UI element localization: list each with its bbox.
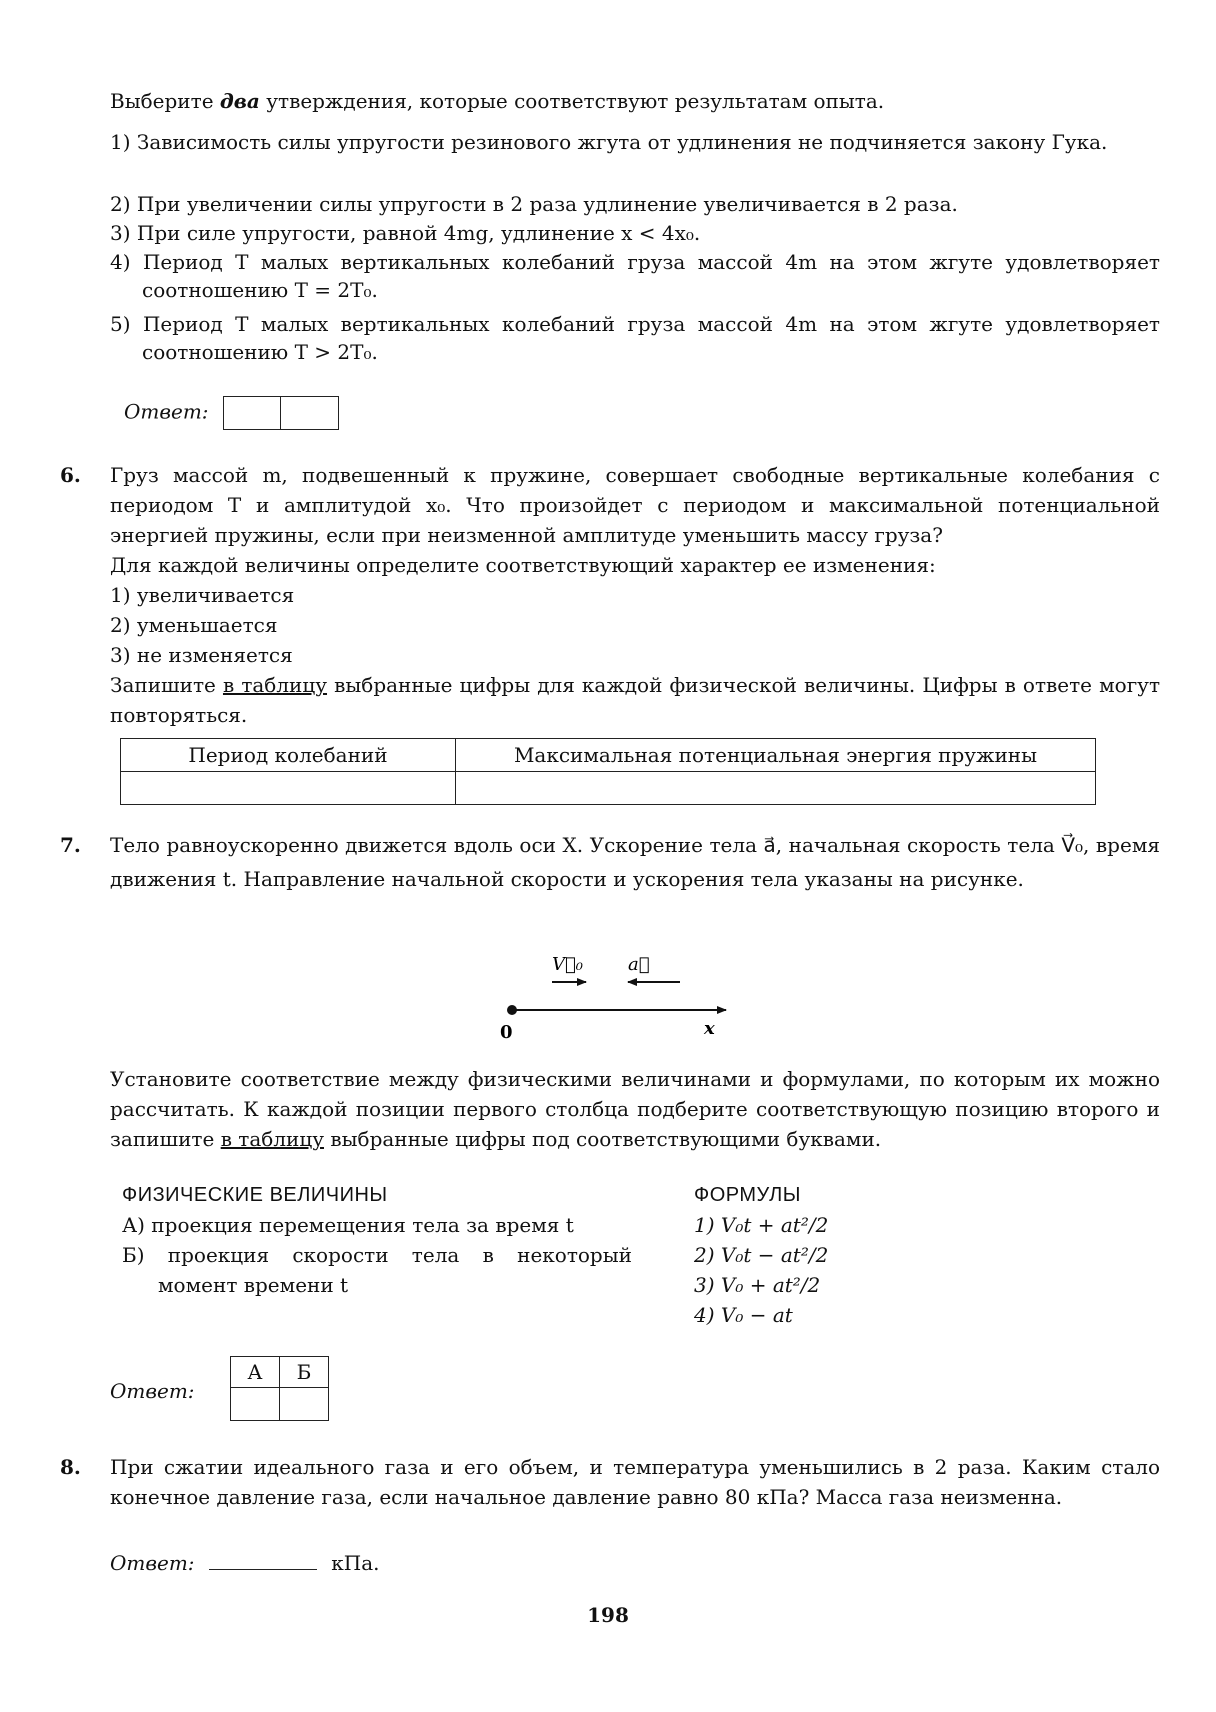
page-number: 198 xyxy=(587,1603,629,1627)
formula-2: 2) V₀t − at²/2 xyxy=(694,1243,829,1267)
answer-label: Ответ: xyxy=(124,399,209,424)
question-6-number: 6. xyxy=(60,463,81,487)
quantity-b: Б) проекция скорости тела в некоторый момент времени t xyxy=(122,1243,632,1297)
question-8-answer-line[interactable] xyxy=(209,1549,317,1570)
quantity-a: А) проекция перемещения тела за время t xyxy=(122,1213,574,1237)
question-6-instruction: Для каждой величины определите соответствующий характер ее изменения: xyxy=(110,553,936,577)
question-8-answer-label: Ответ: xyxy=(110,1551,195,1575)
question-8-answer-unit: кПа. xyxy=(331,1551,380,1575)
instruction: Выберите два утверждения, которые соответствуют результатам опыта. xyxy=(110,89,885,113)
a-label: a⃗ xyxy=(628,954,650,975)
answer-cell-b[interactable] xyxy=(280,1388,329,1421)
v0-label: V⃗₀ xyxy=(552,954,584,975)
question-8-number: 8. xyxy=(60,1455,81,1479)
axis-label: x xyxy=(704,1018,715,1039)
option-4: 4) Период T малых вертикальных колебаний груза массой 4m на этом жгуте удовлетворяет соотношению T = 2T₀. xyxy=(110,250,1160,302)
choice-2: 2) уменьшается xyxy=(110,613,278,637)
motion-figure xyxy=(490,946,740,1046)
question-7-answer-label: Ответ: xyxy=(110,1379,195,1403)
table-header-energy: Максимальная потенциальная энергия пружины xyxy=(456,739,1096,772)
choice-3: 3) не изменяется xyxy=(110,643,293,667)
choice-1: 1) увеличивается xyxy=(110,583,295,607)
option-2: 2) При увеличении силы упругости в 2 раза удлинение увеличивается в 2 раза. xyxy=(110,192,958,216)
option-1: 1) Зависимость силы упругости резинового жгута от удлинения не подчиняется закону Гука. xyxy=(110,130,1108,154)
answer-cell-a[interactable] xyxy=(231,1388,280,1421)
origin-point xyxy=(507,1005,517,1015)
column-quantities-header: ФИЗИЧЕСКИЕ ВЕЛИЧИНЫ xyxy=(122,1184,388,1206)
question-8-text: При сжатии идеального газа и его объем, и температура уменьшились в 2 раза. Каким стало конечное давление газа, если начальное давление равно 80 кПа? Масса газа неизменна. xyxy=(110,1455,1160,1509)
question-6-write: Запишите в таблицу выбранные цифры для каждой физической величины. Цифры в ответе могут повторяться. xyxy=(110,673,1161,727)
answer-header-a: А xyxy=(231,1357,280,1388)
question-7-matching: Установите соответствие между физическими величинами и формулами, по которым их можно рассчитать. К каждой позиции первого столбца подберите соответствующую позицию второго и запишите в таблицу выбранные цифры под соответствующими буквами. xyxy=(110,1067,1160,1151)
table-cell-energy[interactable] xyxy=(456,772,1096,805)
column-formulas-header: ФОРМУЛЫ xyxy=(694,1184,801,1206)
answer-box-1[interactable] xyxy=(223,396,281,430)
formula-4: 4) V₀ − at xyxy=(694,1303,793,1327)
question-8-answer-row xyxy=(110,1548,380,1578)
question-6-text: Груз массой m, подвешенный к пружине, совершает свободные вертикальные колебания с периодом T и амплитудой x₀. Что произойдет с периодом и максимальной потенциальной энергией пружины, если при неизменной амплитуде уменьшить массу груза? xyxy=(110,463,1160,547)
answer-box-2[interactable] xyxy=(281,396,339,430)
answer-header-b: Б xyxy=(280,1357,329,1388)
option-5: 5) Период T малых вертикальных колебаний груза массой 4m на этом жгуте удовлетворяет соотношению T > 2T₀. xyxy=(110,312,1160,364)
table-cell-period[interactable] xyxy=(121,772,456,805)
formula-3: 3) V₀ + at²/2 xyxy=(694,1273,821,1297)
formula-1: 1) V₀t + at²/2 xyxy=(694,1213,829,1237)
table-header-period: Период колебаний xyxy=(121,739,456,772)
origin-label: 0 xyxy=(500,1022,513,1043)
question-7-answer-table xyxy=(230,1356,329,1421)
question-7-number: 7. xyxy=(60,833,81,857)
question-6-table xyxy=(120,738,1096,805)
option-3: 3) При силе упругости, равной 4mg, удлинение x < 4x₀. xyxy=(110,221,701,245)
answer-row-top xyxy=(124,396,339,430)
question-7-text: Тело равноускоренно движется вдоль оси X. Ускорение тела a⃗, начальная скорость тела V⃗₀, время движения t. Направление начальной скорости и ускорения тела указаны на рисунке. xyxy=(110,833,1160,891)
